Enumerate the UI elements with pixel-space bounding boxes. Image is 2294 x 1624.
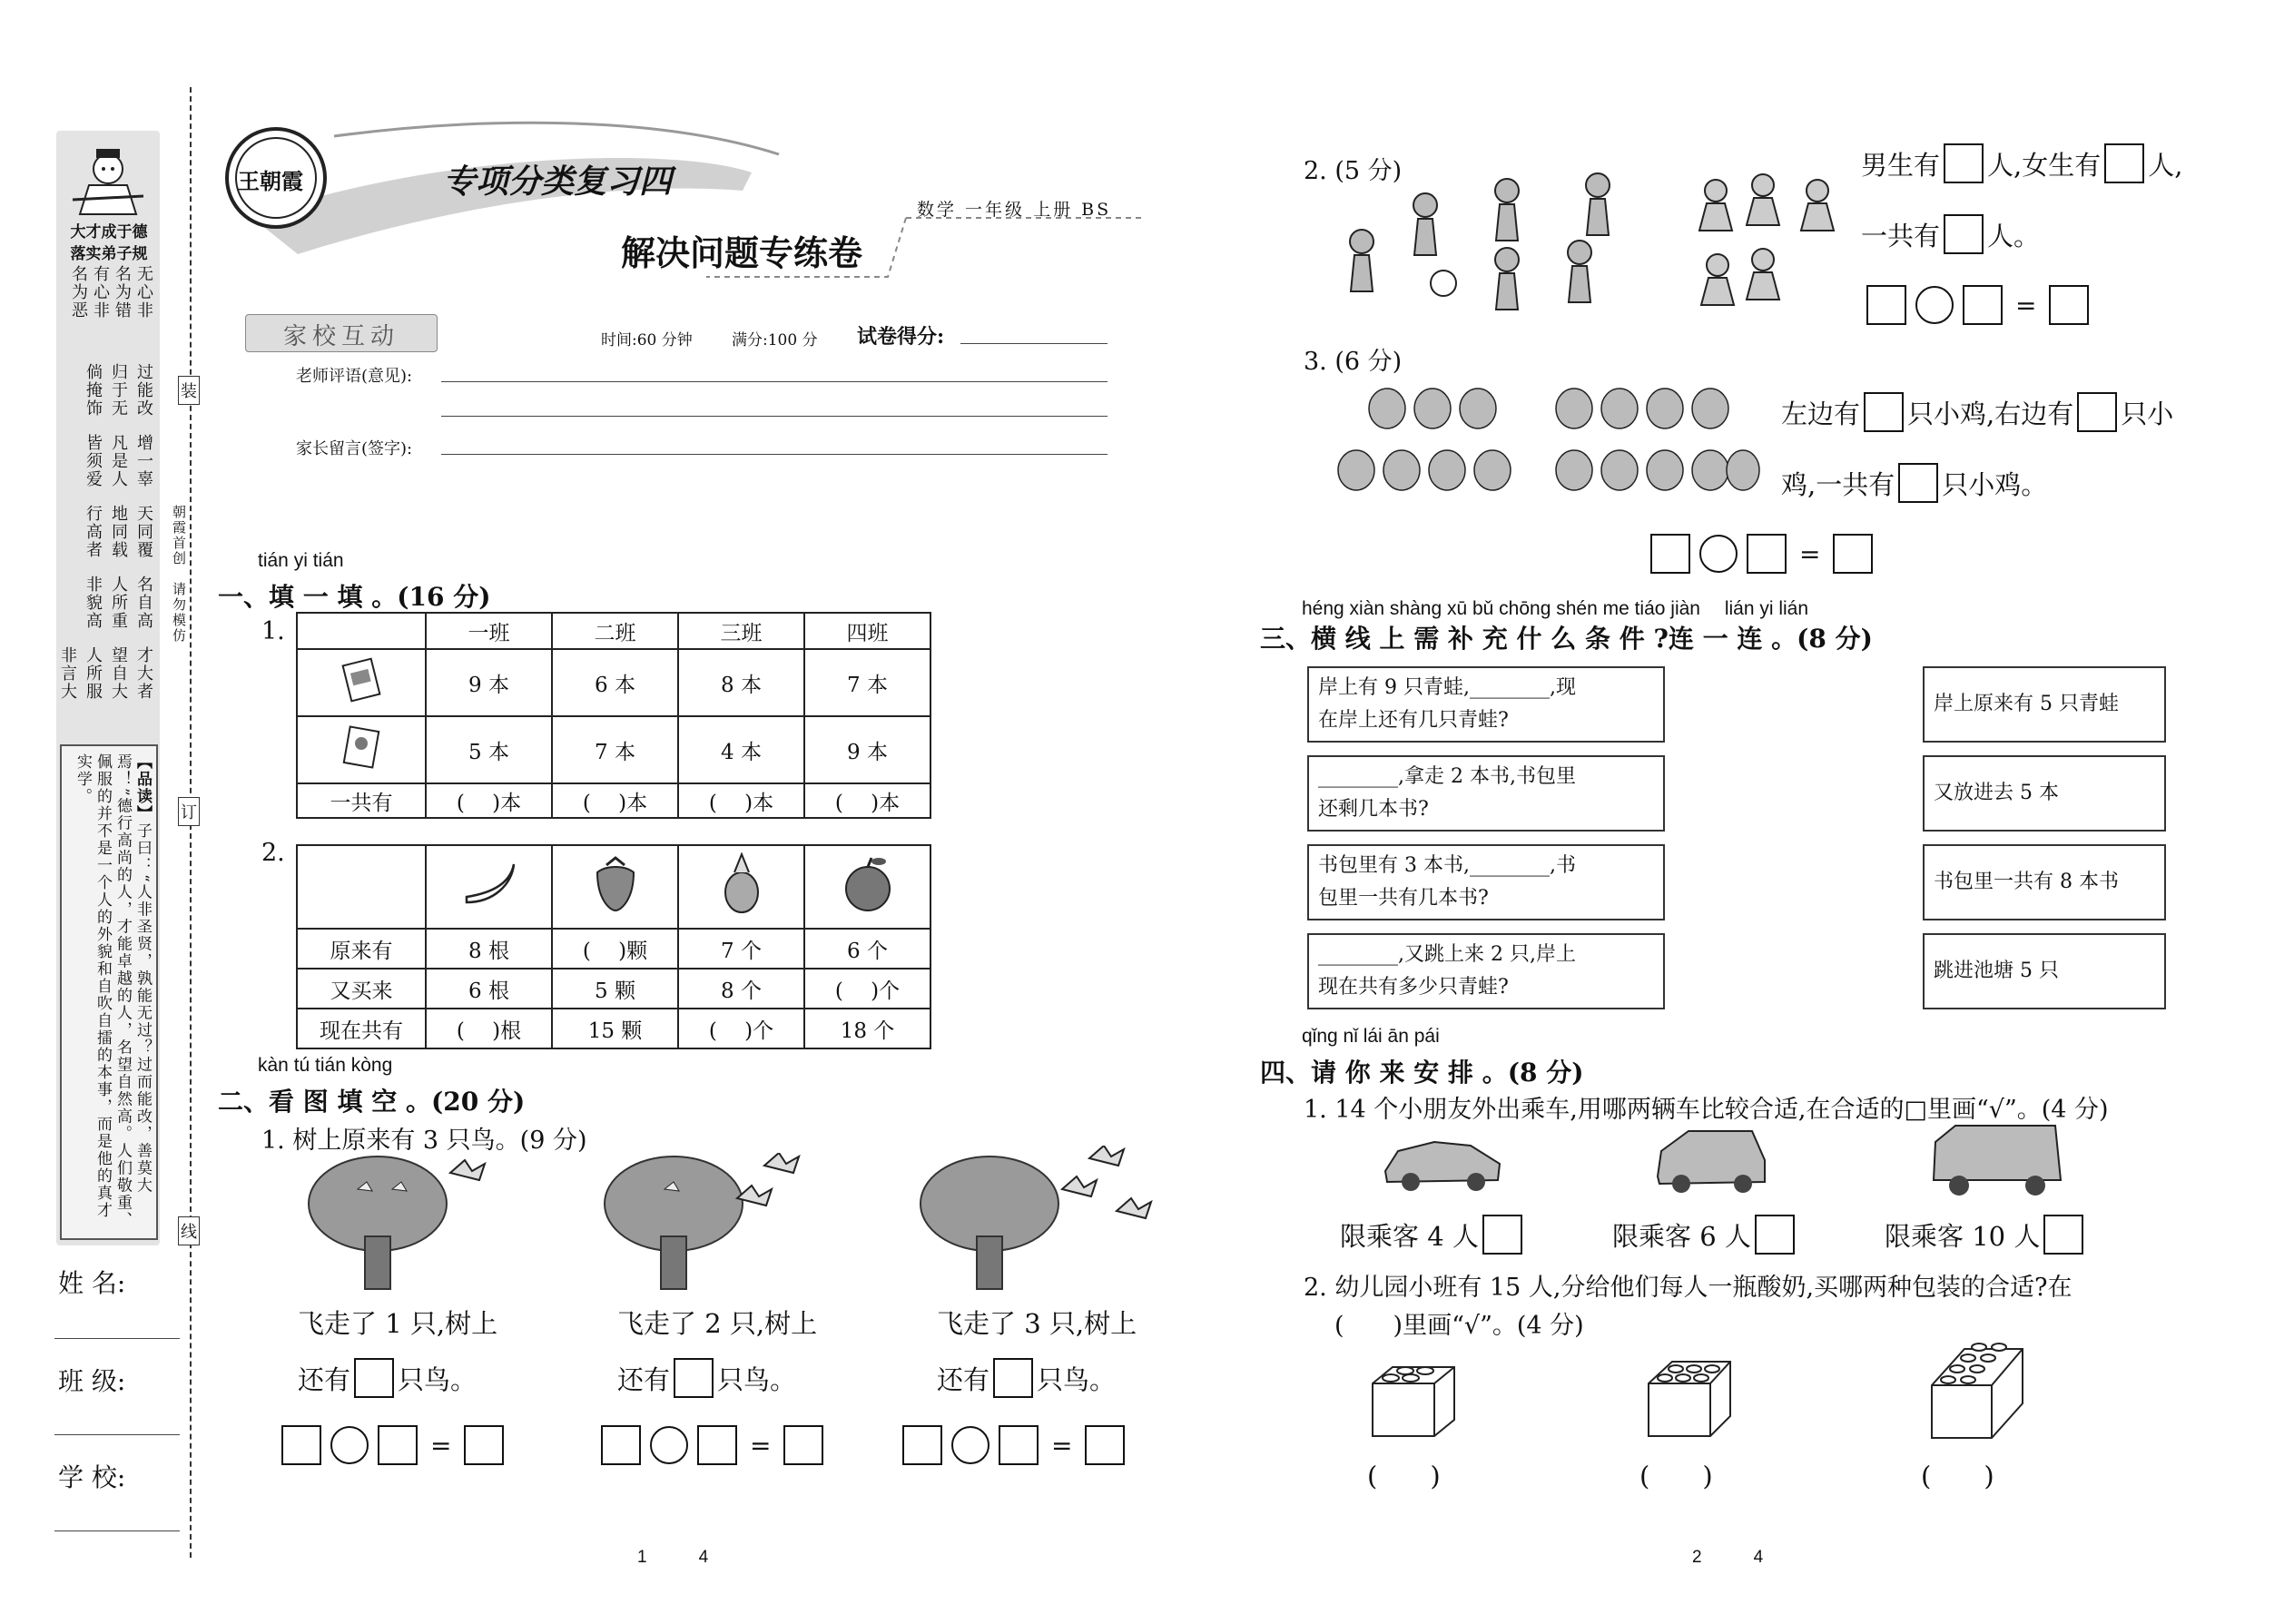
q3-line1: 左边有 只小鸡,右边有 只小 <box>1781 392 2173 432</box>
book-table <box>296 612 931 819</box>
row-label: 又买来 <box>297 969 426 1009</box>
sec2-item1-line1: 飞走了 1 只,树上 <box>298 1308 498 1339</box>
chicks-right-group <box>1552 381 1761 499</box>
equation-1: = <box>278 1425 507 1465</box>
time-info: 时间:60 分钟 <box>601 331 693 349</box>
pack-answer-3[interactable]: ( ) <box>1921 1461 1994 1491</box>
class-line[interactable] <box>54 1434 180 1435</box>
equation-box[interactable] <box>378 1425 418 1465</box>
condition-box-right[interactable]: 书包里一共有 8 本书 <box>1923 844 2166 920</box>
sec2-pinyin: kàn tú tián kòng <box>258 1055 393 1076</box>
boys-playing-illustration <box>1334 169 1643 314</box>
sec1-pinyin: tián yi tián <box>258 550 344 571</box>
apple-icon <box>804 845 930 929</box>
answer-cell[interactable]: ( )本 <box>552 783 678 818</box>
answer-cell[interactable]: ( )本 <box>426 783 552 818</box>
equation-box[interactable] <box>1963 285 2003 325</box>
checkbox-square[interactable] <box>2043 1215 2083 1255</box>
table-cell: 4 本 <box>678 716 804 783</box>
car-option-3: 限乘客 10 人 <box>1885 1215 2087 1255</box>
equation-box[interactable] <box>1747 534 1787 574</box>
home-school-label: 家校互动 <box>283 323 400 350</box>
page-title: 解决问题专练卷 <box>621 232 863 273</box>
sec2-item2-line1: 飞走了 2 只,树上 <box>617 1308 818 1339</box>
storybook-icon <box>297 649 426 716</box>
boys-count-box[interactable] <box>1944 143 1984 183</box>
sec4-q2-line1: 2. 幼儿园小班有 15 人,分给他们每人一瓶酸奶,买哪两种包装的合适?在 <box>1304 1274 2072 1302</box>
picture-book-icon <box>297 716 426 783</box>
checkbox-square[interactable] <box>1482 1215 1522 1255</box>
sec2-item3-line2: 还有 只鸟。 <box>937 1358 1116 1398</box>
fruit-table-corner <box>297 845 426 929</box>
sidebar-poem: 无心非 名为错 有心非 名为恶 <box>69 265 153 320</box>
equation-2: = <box>597 1425 827 1465</box>
table-cell: 6 本 <box>552 649 678 716</box>
girls-count-box[interactable] <box>2104 143 2144 183</box>
left-chicks-box[interactable] <box>1864 392 1904 432</box>
tree-with-birds-2 <box>601 1153 819 1291</box>
equation-box[interactable] <box>999 1425 1039 1465</box>
operator-circle[interactable] <box>330 1426 369 1464</box>
book-table-header: 二班 <box>552 613 678 649</box>
right-chicks-box[interactable] <box>2077 392 2117 432</box>
sec2-item3-line1: 飞走了 3 只,树上 <box>937 1308 1137 1339</box>
table-cell: 18 个 <box>804 1009 930 1048</box>
equation-box[interactable] <box>281 1425 321 1465</box>
girls-playing-illustration <box>1690 169 1854 314</box>
strawberry-icon <box>552 845 678 929</box>
sidebar-motto: 大才成于德 落实弟子规 <box>70 223 148 263</box>
sec4-title: 四、请 你 来 安 排 。(8 分) <box>1260 1058 1584 1088</box>
equation-box[interactable] <box>1085 1425 1125 1465</box>
fruit-table <box>296 844 931 1049</box>
sec2-item1-line2: 还有 只鸟。 <box>298 1358 477 1398</box>
answer-cell[interactable]: ( )本 <box>678 783 804 818</box>
book-table-header: 四班 <box>804 613 930 649</box>
sec3-pinyin: héng xiàn shàng xū bǔ chōng shén me tiáo jiàn lián yi lián <box>1302 598 1809 619</box>
teacher-comment-label: 老师评语(意见): <box>296 367 413 386</box>
sec2-item2-line2: 还有 只鸟。 <box>617 1358 796 1398</box>
school-line[interactable] <box>54 1530 180 1531</box>
tree-with-birds-1 <box>305 1153 505 1291</box>
equation-box[interactable] <box>2049 285 2089 325</box>
answer-box[interactable] <box>674 1358 714 1398</box>
side-note: 朝霞首创 请勿模仿 <box>171 505 187 644</box>
q3-label: 3. (6 分) <box>1304 348 1403 376</box>
checkbox-square[interactable] <box>1755 1215 1795 1255</box>
q3-line2: 鸡,一共有 只小鸡。 <box>1781 463 2047 503</box>
row-label: 现在共有 <box>297 1009 426 1048</box>
teacher-comment-line-1[interactable] <box>441 381 1108 382</box>
reading-text: 【品读】子曰：“人非圣贤，孰能无过？过而能改，善莫大焉！”德行高尚的人，才能卓越的人，名望自然高。人们敬重、佩服的并不是一个人的外貌和自吹自擂的本事，而是他的真才实学。 <box>74 753 152 1229</box>
sidebar-poem-4: 名自高 人所重 非貌高 <box>84 576 153 630</box>
equation-box[interactable] <box>902 1425 942 1465</box>
sec2-q1: 1. 树上原来有 3 只鸟。(9 分) <box>261 1127 587 1155</box>
table-cell: 9 本 <box>804 716 930 783</box>
table-cell: 7 本 <box>804 649 930 716</box>
table-cell: 8 根 <box>426 929 552 969</box>
table-cell: 5 本 <box>426 716 552 783</box>
condition-box-left[interactable]: 书包里有 3 本书,________,书 包里一共有几本书? <box>1307 844 1665 920</box>
total-count-box[interactable] <box>1944 214 1984 254</box>
parent-comment-label: 家长留言(签字): <box>296 439 413 458</box>
sec4-q1: 1. 14 个小朋友外出乘车,用哪两辆车比较合适,在合适的□里画“√”。(4 分) <box>1304 1096 2109 1124</box>
car-option-2: 限乘客 6 人 <box>1612 1215 1798 1255</box>
table-cell: 6 个 <box>804 929 930 969</box>
sec1-q2-number: 2. <box>261 839 285 867</box>
sec3-title: 三、横 线 上 需 补 充 什 么 条 件 ?连 一 连 。(8 分) <box>1260 624 1873 654</box>
operator-circle[interactable] <box>1699 535 1738 573</box>
scholar-illustration-icon <box>69 136 147 220</box>
parent-comment-line[interactable] <box>441 454 1108 455</box>
yogurt-pack-small-icon <box>1369 1347 1460 1438</box>
teacher-comment-line-2[interactable] <box>441 416 1108 417</box>
equation-box[interactable] <box>783 1425 823 1465</box>
right-page-number: 2 4 <box>1692 1548 1764 1567</box>
table-cell: 8 本 <box>678 649 804 716</box>
operator-circle[interactable] <box>650 1426 688 1464</box>
yogurt-pack-medium-icon <box>1645 1343 1736 1438</box>
yogurt-pack-large-icon <box>1928 1327 2028 1440</box>
table-cell: 7 个 <box>678 929 804 969</box>
answer-cell[interactable]: ( )颗 <box>552 929 678 969</box>
total-chicks-box[interactable] <box>1898 463 1938 503</box>
book-table-corner <box>297 613 426 649</box>
condition-box-right[interactable]: 岸上原来有 5 只青蛙 <box>1923 666 2166 743</box>
total-label: 一共有 <box>297 783 426 818</box>
cut-mark-1: 装 <box>178 376 200 405</box>
equation-box[interactable] <box>1833 534 1873 574</box>
table-cell: 8 个 <box>678 969 804 1009</box>
sec1-q1-number: 1. <box>261 617 285 645</box>
operator-circle[interactable] <box>951 1426 989 1464</box>
table-cell: 5 颗 <box>552 969 678 1009</box>
answer-cell[interactable]: ( )个 <box>678 1009 804 1048</box>
series-title: 专项分类复习四 <box>443 162 673 201</box>
condition-box-right[interactable]: 跳进池塘 5 只 <box>1923 933 2166 1009</box>
sidebar-poem-3: 天同覆 地同载 行高者 <box>84 505 153 559</box>
equation-3: = <box>899 1425 1128 1465</box>
name-label: 姓 名: <box>58 1268 126 1298</box>
cut-mark-2: 订 <box>178 797 200 826</box>
class-label: 班 级: <box>58 1366 126 1396</box>
full-score-info: 满分:100 分 <box>732 331 818 349</box>
q2-label: 2. (5 分) <box>1304 157 1403 185</box>
condition-box-right[interactable]: 又放进去 5 本 <box>1923 755 2166 832</box>
school-label: 学 校: <box>58 1462 126 1492</box>
pack-answer-1[interactable]: ( ) <box>1367 1461 1441 1491</box>
equation-box[interactable] <box>601 1425 641 1465</box>
equation-box[interactable] <box>464 1425 504 1465</box>
answer-box[interactable] <box>354 1358 394 1398</box>
sec4-pinyin: qǐng nǐ lái ān pái <box>1302 1026 1440 1047</box>
small-car-icon <box>1380 1131 1507 1195</box>
cut-mark-3: 线 <box>178 1216 200 1245</box>
grade-meta: 数学 一年级 上册 BS <box>917 200 1112 220</box>
equation-box[interactable] <box>1650 534 1690 574</box>
book-table-header: 三班 <box>678 613 804 649</box>
tree-with-birds-3 <box>917 1146 1171 1291</box>
banana-icon <box>426 845 552 929</box>
q2-equation: = <box>1863 285 2092 325</box>
score-label: 试卷得分: <box>857 325 945 349</box>
equation-box[interactable] <box>697 1425 737 1465</box>
equation-box[interactable] <box>1866 285 1906 325</box>
table-cell: 7 本 <box>552 716 678 783</box>
pineapple-icon <box>678 845 804 929</box>
row-label: 原来有 <box>297 929 426 969</box>
q2-line2: 一共有 人。 <box>1861 214 2040 254</box>
answer-cell[interactable]: ( )个 <box>804 969 930 1009</box>
chicks-left-group <box>1334 381 1525 499</box>
sec4-q2-line2: ( )里画“√”。(4 分) <box>1334 1312 1584 1340</box>
brand-logo-text: 王朝霞 <box>238 168 303 194</box>
car-option-1: 限乘客 4 人 <box>1340 1215 1526 1255</box>
q2-line1: 男生有 人,女生有 人, <box>1861 143 2182 183</box>
minivan-icon <box>1652 1124 1770 1198</box>
sidebar-poem-lower: 过能改 归于无 倘掩饰 <box>84 363 153 418</box>
van-icon <box>1928 1120 2064 1202</box>
condition-box-left[interactable]: 岸上有 9 只青蛙,________,现 在岸上还有几只青蛙? <box>1307 666 1665 743</box>
pack-answer-2[interactable]: ( ) <box>1639 1461 1713 1491</box>
left-page-number: 1 4 <box>637 1548 709 1567</box>
answer-cell[interactable]: ( )根 <box>426 1009 552 1048</box>
operator-circle[interactable] <box>1915 286 1954 324</box>
table-cell: 15 颗 <box>552 1009 678 1048</box>
name-line[interactable] <box>54 1338 180 1339</box>
sec1-title: 一、填 一 填 。(16 分) <box>218 582 491 612</box>
book-table-header: 一班 <box>426 613 552 649</box>
answer-cell[interactable]: ( )本 <box>804 783 930 818</box>
sidebar-poem-2: 增一辜 凡是人 皆须爱 <box>84 434 153 488</box>
condition-box-left[interactable]: ________,拿走 2 本书,书包里 还剩几本书? <box>1307 755 1665 832</box>
sec2-title: 二、看 图 填 空 。(20 分) <box>218 1087 526 1117</box>
answer-box[interactable] <box>993 1358 1033 1398</box>
table-cell: 6 根 <box>426 969 552 1009</box>
score-line[interactable] <box>960 343 1108 344</box>
q3-equation: = <box>1647 534 1876 574</box>
condition-box-left[interactable]: ________,又跳上来 2 只,岸上 现在共有多少只青蛙? <box>1307 933 1665 1009</box>
sidebar-poem-5: 才大者 望自大 人所服 非言大 <box>58 646 153 701</box>
table-cell: 9 本 <box>426 649 552 716</box>
